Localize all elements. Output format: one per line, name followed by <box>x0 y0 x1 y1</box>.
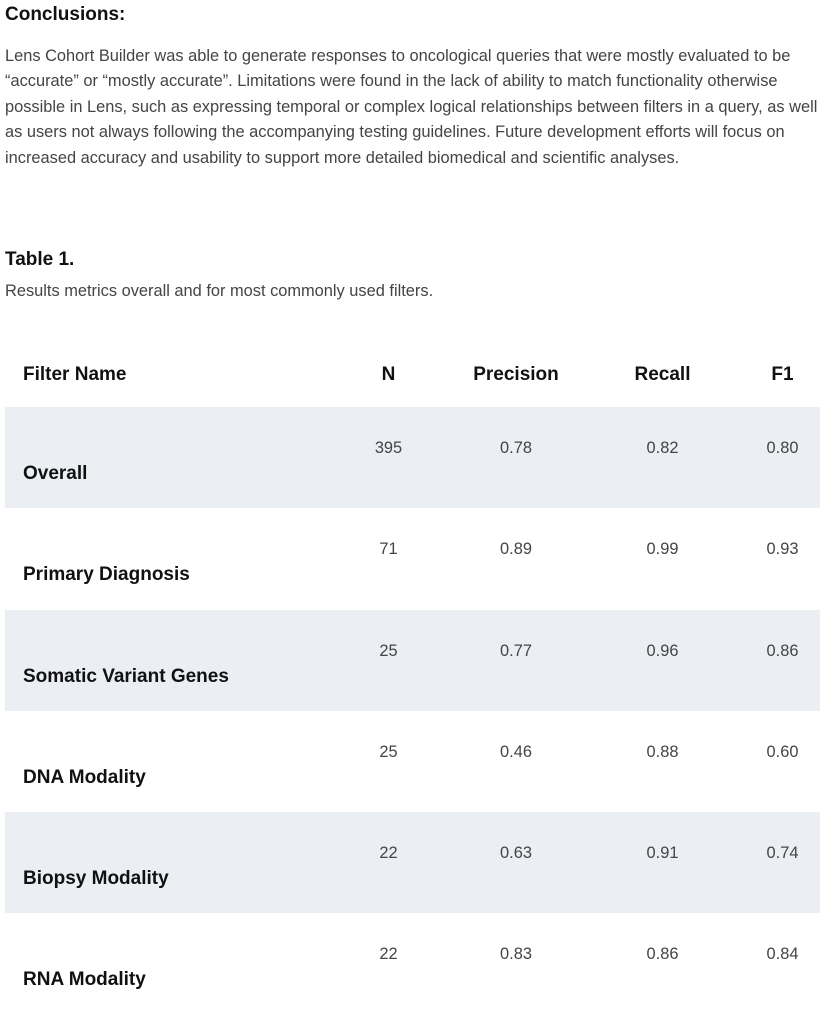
recall-cell: 0.86 <box>646 945 679 964</box>
table-row <box>5 407 820 508</box>
precision-cell: 0.77 <box>452 610 580 711</box>
f1-cell: 0.84 <box>766 945 799 964</box>
f1-cell: 0.93 <box>766 540 799 559</box>
n-cell: 22 <box>379 945 398 964</box>
table-title: Table 1. <box>5 249 75 270</box>
filter-name-cell: RNA Modality <box>23 969 146 991</box>
table-row <box>5 711 820 812</box>
column-header-filter-name: Filter Name <box>23 363 127 385</box>
f1-cell: 0.80 <box>745 407 820 508</box>
filter-name-cell: Somatic Variant Genes <box>5 610 325 711</box>
conclusions-heading: Conclusions: <box>5 4 126 25</box>
f1-cell: 0.86 <box>745 610 820 711</box>
n-cell: 25 <box>379 742 398 761</box>
recall-cell: 0.88 <box>646 742 679 761</box>
column-header-precision: Precision <box>473 363 559 385</box>
table-header-row <box>5 342 820 407</box>
recall-cell: 0.96 <box>580 610 745 711</box>
f1-cell: 0.60 <box>766 742 799 761</box>
table-row <box>5 508 820 609</box>
precision-cell: 0.46 <box>500 742 532 761</box>
table-row <box>5 610 820 711</box>
column-header-f1: F1 <box>771 363 794 385</box>
column-header-recall: Recall <box>634 363 691 385</box>
recall-cell: 0.99 <box>646 540 679 559</box>
column-header-n: N <box>381 363 396 385</box>
filter-name-cell: Biopsy Modality <box>5 812 325 913</box>
recall-cell: 0.82 <box>580 407 745 508</box>
filter-name-cell: Overall <box>5 407 325 508</box>
n-cell: 25 <box>325 610 452 711</box>
precision-cell: 0.63 <box>452 812 580 913</box>
precision-cell: 0.83 <box>500 945 532 964</box>
table-row <box>5 812 820 913</box>
filter-name-cell: DNA Modality <box>23 766 146 788</box>
results-table <box>5 342 820 1015</box>
recall-cell: 0.91 <box>580 812 745 913</box>
f1-cell: 0.74 <box>745 812 820 913</box>
precision-cell: 0.78 <box>452 407 580 508</box>
filter-name-cell: Primary Diagnosis <box>23 564 190 586</box>
n-cell: 22 <box>325 812 452 913</box>
precision-cell: 0.89 <box>500 540 532 559</box>
conclusions-paragraph: Lens Cohort Builder was able to generate responses to oncological queries that were mostly evaluated to be “accurate” or “mostly accurate”. Limitations were found in the lack of ability to match functionality otherwise possible in Lens, such as expressing temporal or complex logical relationships between filters in a query, as well as users not always following the accompanying testing guidelines. Future development efforts will focus on increased accuracy and usability to support more detailed biomedical and scientific analyses. <box>5 47 818 167</box>
n-cell: 395 <box>325 407 452 508</box>
table-caption: Results metrics overall and for most commonly used filters. <box>5 282 434 300</box>
n-cell: 71 <box>379 540 398 559</box>
